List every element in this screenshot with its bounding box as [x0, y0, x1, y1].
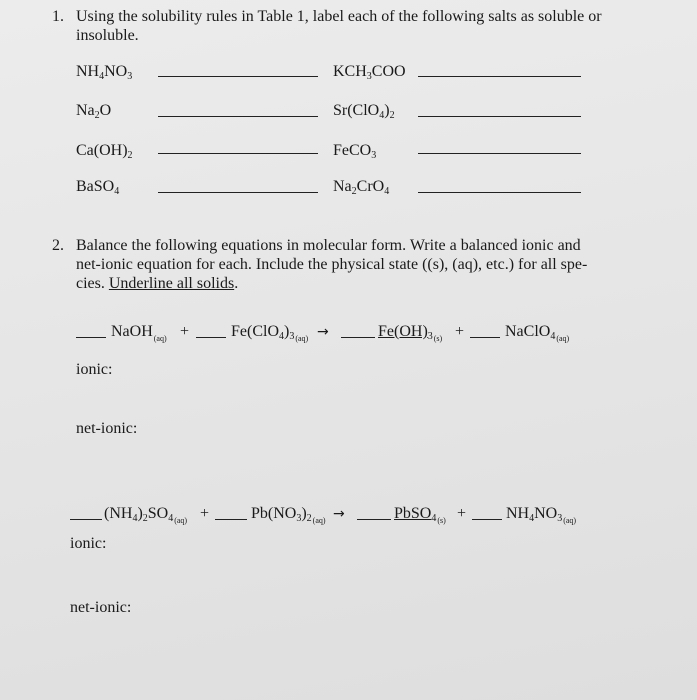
eq1-product-naclo4: NaClO$_{4(aq)}$ — [505, 323, 570, 343]
coef-blank-feclo43[interactable] — [196, 337, 226, 338]
eq2-reactant-pbno32: $Pb(NO_3)_{2(aq)}$ — [251, 505, 326, 525]
q2-prompt-line1: Balance the following equations in molecular form. Write a balanced ionic and — [76, 237, 581, 254]
coef-blank-nh42so4[interactable] — [70, 519, 102, 520]
salt-caoh2: $Ca(OH)_2$ — [76, 142, 133, 161]
eq2-plus-2: + — [457, 505, 467, 522]
eq1-arrow-icon: → — [317, 324, 329, 340]
eq1-plus-1: + — [180, 323, 190, 340]
answer-blank-caoh2[interactable] — [158, 153, 318, 154]
coef-blank-feoh3[interactable] — [341, 337, 375, 338]
salt-nh4no3: $NH_4NO_3$ — [76, 63, 133, 82]
q2-prompt-line2: net-ionic equation for each. Include the physical state ((s), (aq), etc.) for all spe- — [76, 256, 588, 273]
salt-na2o: $Na_2O$ — [76, 102, 112, 121]
q2-number: 2. — [52, 237, 64, 254]
answer-blank-srclo42[interactable] — [418, 116, 581, 117]
answer-blank-feco3[interactable] — [418, 153, 581, 154]
salt-kch3coo: $KCH_3COO$ — [333, 63, 406, 82]
eq2-product-pbso4: PbSO$_{4(s)}$ — [394, 505, 446, 525]
salt-feco3: FeCO$_3$ — [333, 142, 377, 161]
coef-blank-naoh[interactable] — [76, 337, 106, 338]
eq2-arrow-icon: → — [333, 506, 345, 522]
salt-srclo42: $Sr(ClO_4)_2$ — [333, 102, 395, 121]
coef-blank-pbno32[interactable] — [215, 519, 247, 520]
answer-blank-na2cro4[interactable] — [418, 192, 581, 193]
eq2-net-ionic-label: net-ionic: — [70, 599, 132, 616]
salt-na2cro4: $Na_2CrO_4$ — [333, 178, 390, 197]
q1-number: 1. — [52, 8, 64, 25]
eq2-ionic-label: ionic: — [70, 535, 107, 552]
eq2-reactant-nh42so4: $(NH_4)_2SO_{4(aq)}$ — [104, 505, 188, 525]
answer-blank-na2o[interactable] — [158, 116, 318, 117]
eq1-reactant-feclo43: $Fe(ClO_4)_{3(aq)}$ — [231, 323, 309, 343]
eq1-ionic-label: ionic: — [76, 361, 113, 378]
coef-blank-nh4no3[interactable] — [472, 519, 502, 520]
eq1-reactant-naoh: NaOH$_{(aq)}$ — [111, 323, 167, 343]
eq2-product-nh4no3: $NH_4NO_{3(aq)}$ — [506, 505, 577, 525]
eq1-plus-2: + — [455, 323, 465, 340]
coef-blank-pbso4[interactable] — [357, 519, 391, 520]
q1-prompt-line2: insoluble. — [76, 27, 139, 44]
answer-blank-kch3coo[interactable] — [418, 76, 581, 77]
q2-prompt-line3: cies. Underline all solids. — [76, 275, 239, 292]
eq1-product-feoh3: $Fe(OH)_{3(s)}$ — [378, 323, 443, 343]
eq2-plus-1: + — [200, 505, 210, 522]
answer-blank-baso4[interactable] — [158, 192, 318, 193]
coef-blank-naclo4[interactable] — [470, 337, 500, 338]
q1-prompt-line1: Using the solubility rules in Table 1, label each of the following salts as soluble or — [76, 8, 602, 25]
underline-instruction: Underline all solids — [108, 275, 235, 292]
eq1-net-ionic-label: net-ionic: — [76, 420, 138, 437]
answer-blank-nh4no3[interactable] — [158, 76, 318, 77]
salt-baso4: BaSO$_4$ — [76, 178, 120, 197]
